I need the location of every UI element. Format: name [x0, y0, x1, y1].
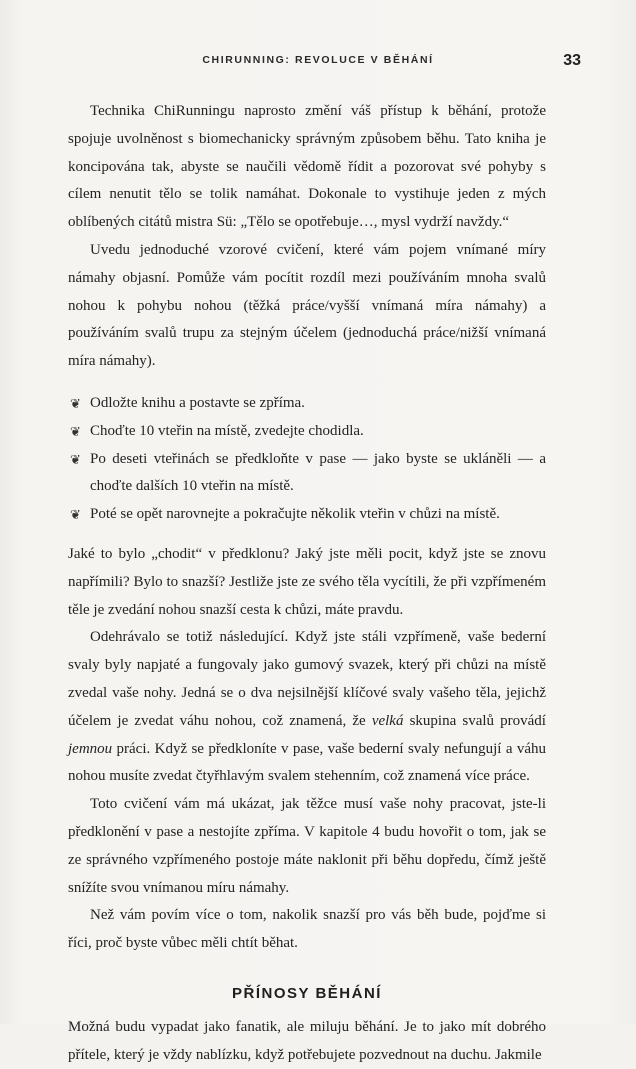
text-run: Odehrávalo se totiž následující. Když jste stáli vzpřímeně, vaše bederní svaly byly napjaté a fungovaly jako gumový svazek, který při chůzi na místě zvedal vaše nohy. Jedná se o dva nejsilnější klíčové svaly vašeho těla, jejichž účelem je zvedat váhu nohou, což znamená, že	[68, 629, 546, 729]
list-item	[68, 501, 546, 529]
emphasis: velká	[371, 712, 404, 729]
leaf-ornament-icon: ❦	[70, 395, 81, 411]
body-text	[68, 98, 546, 1069]
section-heading: PŘÍNOSY BĚHÁNÍ	[232, 984, 382, 1002]
list-item	[68, 390, 546, 418]
exercise-list	[68, 390, 546, 529]
list-item-text: Choďte 10 vteřin na místě, zvedejte chodidla.	[90, 422, 364, 439]
paragraph-explanation	[68, 624, 546, 791]
running-head: CHIRUNNING: REVOLUCE V BĚHÁNÍ	[202, 54, 434, 66]
list-item-text: Poté se opět narovnejte a pokračujte několik vteřin v chůzi na místě.	[90, 506, 500, 523]
list-item-text: Odložte knihu a postavte se zpříma.	[90, 394, 305, 411]
paragraph-questions: Jaké to bylo „chodit“ v předklonu? Jaký jste měli pocit, když jste se znovu napřímili? Bylo to snazší? Jestliže jste ze svého těla vycítili, že při vzpřímeném těle je zvedání nohou snazší cesta k chůzi, máte pravdu.	[68, 545, 546, 618]
list-item	[68, 418, 546, 446]
leaf-ornament-icon: ❦	[70, 507, 81, 523]
paragraph-benefits: Možná budu vypadat jako fanatik, ale miluju běhání. Je to jako mít dobrého přítele, který je vždy nablízku, když potřebujete pozvednout na duchu. Jakmile	[68, 1018, 546, 1063]
text-run: práci. Když se předkloníte v pase, vaše bederní svaly nefungují a váhu nohou musíte zvedat čtyřhlavým svalem stehenním, což znamená více práce.	[68, 740, 546, 785]
list-item-text: Po deseti vteřinách se předkloňte v pase — jako byste se ukláněli — a choďte dalších 10 vteřin na místě.	[90, 450, 546, 495]
page-number: 33	[563, 52, 581, 69]
paragraph-exercise-purpose: Toto cvičení vám má ukázat, jak těžce musí vaše nohy pracovat, jste-li předklonění v pase a nestojíte zpříma. V kapitole 4 budu hovořit o tom, jak se ze správného vzpřímeného postoje máte naklonit při běhu dopředu, čímž ještě snížíte svou vnímanou míru námahy.	[68, 796, 546, 896]
emphasis: jemnou	[68, 740, 113, 757]
leaf-ornament-icon: ❦	[70, 451, 81, 467]
paragraph-transition: Než vám povím více o tom, nakolik snazší pro vás běh bude, pojďme si říci, proč byste vůbec měli chtít běhat.	[68, 907, 546, 952]
paragraph-exercise-intro: Uvedu jednoduché vzorové cvičení, které vám pojem vnímané míry námahy objasní. Pomůže vám pocítit rozdíl mezi používáním mnoha svalů nohou k pohybu nohou (těžká práce/vyšší vnímaná míra námahy) a používáním svalů trupu za stejným účelem (jednoduchá práce/nižší vnímaná míra námahy).	[68, 241, 546, 370]
text-run: skupina svalů provádí	[403, 712, 546, 729]
list-item	[68, 446, 546, 502]
paragraph-intro: Technika ChiRunningu naprosto změní váš přístup k běhání, protože spojuje uvolněnost s biomechanicky správným způsobem běhu. Tato kniha je koncipována tak, abyste se naučili vědomě řídit a pozorovat své pohyby s cílem nenutit tělo se tolik namáhat. Dokonale to vystihuje jeden z mých oblíbených citátů mistra Sü: „Tělo se opotřebuje…, mysl vydrží navždy.“	[68, 103, 546, 231]
leaf-ornament-icon: ❦	[70, 423, 81, 439]
